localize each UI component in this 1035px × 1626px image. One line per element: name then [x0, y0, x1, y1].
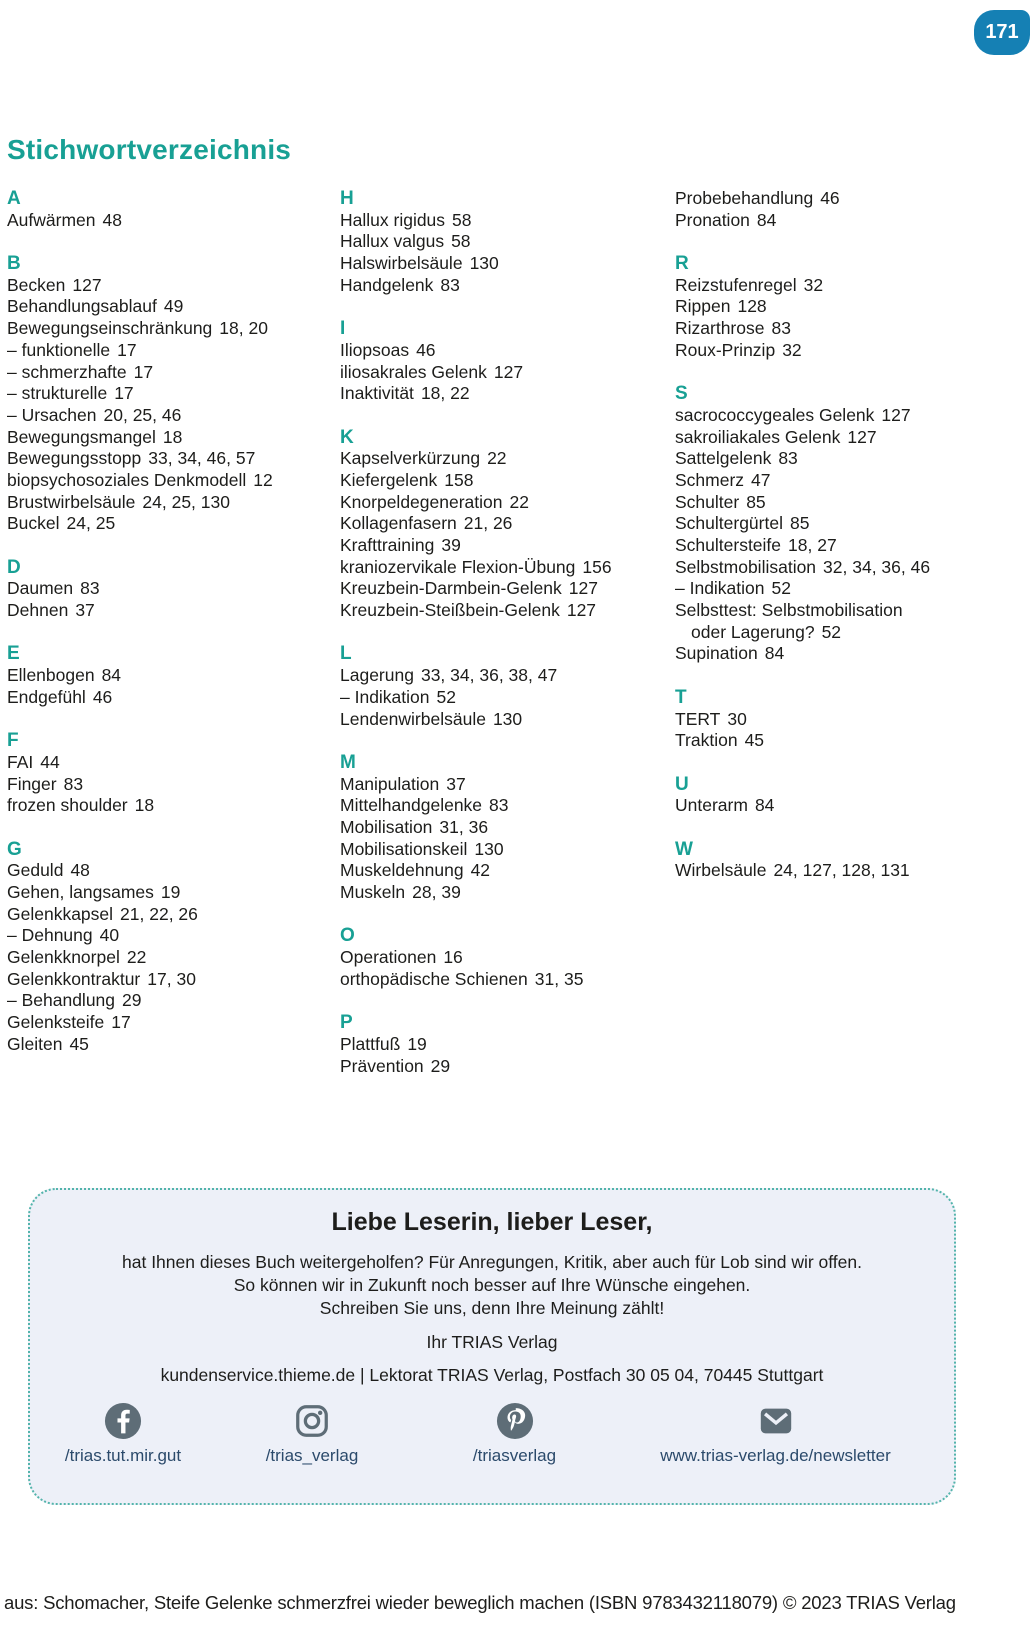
index-entry-pages: 32 — [782, 339, 802, 360]
index-entry — [340, 839, 672, 861]
index-entry — [7, 578, 339, 600]
index-entry — [7, 275, 339, 297]
index-entry-term: Kollagenfasern — [340, 513, 457, 534]
index-entry — [675, 275, 1007, 297]
panel-body-line: hat Ihnen dieses Buch weitergeholfen? Für Anregungen, Kritik, aber auch für Lob sind wir offen. — [122, 1252, 862, 1272]
social-handle[interactable]: /triasverlag — [472, 1446, 557, 1465]
index-entry-term: Roux-Prinzip — [675, 339, 776, 360]
index-letter-heading: K — [340, 426, 354, 448]
index-entry — [340, 557, 672, 579]
index-entry-term: Lendenwirbelsäule — [340, 708, 486, 729]
index-entry — [7, 665, 339, 687]
pinterest-icon — [496, 1402, 534, 1440]
index-entry-term: Halswirbelsäule — [340, 253, 463, 274]
index-entry-pages: 37 — [446, 773, 466, 794]
index-entry-pages: 46 — [820, 188, 840, 208]
index-entry-term: Hallux valgus — [340, 231, 445, 252]
index-letter-heading: H — [340, 188, 354, 209]
index-entry-term: oder Lagerung? — [691, 621, 815, 642]
index-entry — [7, 340, 339, 362]
index-entry — [7, 318, 339, 340]
index-entry-term: – Dehnung — [7, 925, 93, 946]
index-letter-heading: M — [340, 751, 356, 773]
index-entry-term: Operationen — [340, 947, 437, 968]
index-section-gap — [340, 904, 672, 926]
index-entry — [7, 383, 339, 405]
index-entry-term: Manipulation — [340, 773, 440, 794]
index-entry — [340, 947, 672, 969]
index-entry-pages: 22 — [487, 448, 507, 469]
index-entry-pages: 17 — [111, 1012, 131, 1033]
index-letter-heading: D — [7, 556, 21, 578]
index-entry — [340, 383, 672, 405]
index-entry-pages: 49 — [163, 296, 184, 317]
index-section-gap — [340, 405, 672, 427]
index-entry-term: Schultersteife — [675, 535, 782, 555]
index-entry-term: Kapselverkürzung — [340, 448, 481, 469]
index-entry — [7, 492, 339, 514]
index-entry-term: Mobilisationskeil — [340, 838, 468, 859]
index-entry-pages: 127 — [568, 578, 598, 599]
index-entry-pages: 31, 36 — [439, 816, 489, 837]
index-column-1 — [7, 188, 339, 1056]
index-entry — [675, 578, 1007, 600]
index-entry — [340, 795, 672, 817]
index-entry-pages: 85 — [746, 491, 766, 512]
index-section-gap — [675, 817, 1007, 839]
index-entry-term: Kreuzbein-Steißbein-Gelenk — [340, 600, 560, 621]
index-entry-pages: 17, 30 — [147, 968, 196, 989]
index-entry-pages: 127 — [847, 426, 877, 447]
index-entry-term: Finger — [7, 773, 57, 794]
index-entry — [7, 513, 339, 535]
panel-title: Liebe Leserin, lieber Leser, — [331, 1208, 653, 1236]
index-entry-pages: 130 — [492, 708, 523, 729]
index-entry — [675, 730, 1007, 752]
index-entry-pages: 127 — [566, 600, 597, 621]
index-entry-term: TERT — [675, 708, 721, 729]
index-entry — [7, 687, 339, 709]
index-entry-pages: 83 — [63, 773, 84, 794]
index-entry-pages: 32 — [803, 274, 824, 295]
index-entry — [675, 860, 1007, 882]
index-section-gap — [7, 709, 339, 731]
page-number-badge: 171 — [974, 10, 1030, 55]
index-entry — [340, 665, 672, 687]
index-entry — [675, 557, 1007, 579]
index-entry — [675, 210, 1007, 232]
index-entry-term: Becken — [7, 274, 66, 295]
index-entry — [7, 904, 339, 926]
index-entry — [675, 427, 1007, 449]
index-entry-term: Endgefühl — [7, 686, 86, 707]
index-entry — [340, 882, 672, 904]
social-handle[interactable]: www.trias-verlag.de/newsletter — [660, 1446, 891, 1465]
index-entry-pages: 83 — [778, 448, 798, 469]
index-entry — [340, 687, 672, 709]
social-handle[interactable]: /trias.tut.mir.gut — [64, 1446, 182, 1465]
index-entry-pages: 46 — [92, 686, 113, 707]
index-entry — [340, 578, 672, 600]
index-entry-term: Schultergürtel — [675, 513, 783, 534]
social-item — [420, 1402, 609, 1466]
index-entry — [7, 969, 339, 991]
index-entry-term: frozen shoulder — [7, 795, 128, 816]
index-entry-term: sakroiliakales Gelenk — [675, 426, 841, 447]
index-entry-term: Muskeldehnung — [340, 860, 464, 881]
index-entry-pages: 19 — [160, 882, 181, 902]
index-entry — [7, 1012, 339, 1034]
index-entry-term: – Indikation — [675, 578, 765, 599]
index-entry-term: Mittelhandgelenke — [340, 795, 483, 816]
index-entry-term: Knorpeldegeneration — [340, 491, 503, 512]
index-entry-pages: 17 — [114, 383, 134, 404]
index-entry-pages: 21, 26 — [463, 513, 513, 534]
index-entry-pages: 130 — [474, 838, 504, 859]
social-handle[interactable]: /trias_verlag — [265, 1446, 359, 1465]
index-entry-term: Behandlungsablauf — [7, 296, 157, 317]
index-entry-pages: 21, 22, 26 — [120, 903, 198, 924]
index-entry-pages: 16 — [443, 947, 463, 968]
index-entry — [340, 1056, 672, 1078]
index-entry — [675, 622, 1007, 644]
index-entry-pages: 28, 39 — [412, 882, 461, 902]
index-entry-term: Ellenbogen — [7, 665, 95, 686]
index-column-2 — [340, 188, 672, 1077]
index-entry-pages: 84 — [754, 795, 775, 816]
index-entry — [675, 318, 1007, 340]
index-entry-pages: 18 — [162, 426, 183, 447]
index-entry — [7, 882, 339, 904]
index-entry — [7, 925, 339, 947]
index-entry — [7, 362, 339, 384]
index-letter-heading: U — [675, 773, 689, 795]
index-entry-pages: 45 — [69, 1033, 89, 1054]
index-entry-pages: 18, 22 — [420, 383, 470, 404]
index-entry — [340, 1034, 672, 1056]
index-entry-pages: 156 — [582, 556, 612, 577]
index-letter-heading: E — [7, 643, 20, 665]
index-entry-term: Lagerung — [340, 665, 414, 686]
index-entry-pages: 84 — [764, 643, 785, 664]
index-entry-pages: 52 — [771, 578, 791, 599]
index-entry-term: Bewegungsmangel — [7, 426, 156, 447]
index-section-gap — [675, 231, 1007, 253]
index-entry-pages: 128 — [737, 296, 767, 317]
index-entry-term: Muskeln — [340, 882, 406, 902]
index-entry — [340, 817, 672, 839]
index-entry-pages: 127 — [72, 274, 102, 295]
index-entry — [675, 448, 1007, 470]
index-entry-pages: 30 — [727, 708, 747, 729]
index-entry-term: Kreuzbein-Darmbein-Gelenk — [340, 578, 562, 599]
index-entry-pages: 48 — [102, 209, 122, 230]
index-entry-pages: 85 — [789, 513, 810, 534]
index-entry-term: Plattfuß — [340, 1033, 401, 1054]
index-entry — [340, 210, 672, 232]
index-entry-pages: 19 — [407, 1033, 427, 1054]
instagram-icon — [293, 1402, 331, 1440]
index-entry-pages: 52 — [821, 621, 842, 642]
index-entry — [675, 600, 1007, 622]
index-entry — [675, 470, 1007, 492]
index-section-gap — [340, 296, 672, 318]
index-entry — [675, 643, 1007, 665]
index-entry-term: FAI — [7, 751, 34, 772]
index-entry-term: Schmerz — [675, 469, 745, 490]
index-section-gap — [675, 362, 1007, 384]
index-entry — [675, 492, 1007, 514]
index-entry-pages: 52 — [436, 686, 456, 707]
index-entry-term: Gelenkkapsel — [7, 903, 114, 924]
index-entry-pages: 58 — [452, 209, 472, 230]
index-entry-term: Prävention — [340, 1055, 424, 1076]
index-entry-term: Hallux rigidus — [340, 209, 446, 230]
index-entry-pages: 58 — [451, 231, 471, 252]
index-entry — [340, 774, 672, 796]
index-entry — [340, 253, 672, 275]
index-entry-pages: 39 — [441, 535, 461, 555]
index-entry — [675, 188, 1007, 210]
index-entry-term: Probebehandlung — [675, 188, 814, 208]
index-entry-pages: 84 — [101, 665, 122, 686]
index-entry-pages: 40 — [99, 925, 120, 946]
index-letter-heading: R — [675, 253, 689, 275]
index-entry-term: Gelenksteife — [7, 1012, 105, 1033]
index-entry — [675, 795, 1007, 817]
index-entry-pages: 84 — [756, 209, 777, 230]
index-entry-term: Gleiten — [7, 1033, 63, 1054]
index-letter-heading: G — [7, 838, 22, 860]
index-entry — [340, 275, 672, 297]
index-entry-term: – Indikation — [340, 686, 430, 707]
reader-letter-panel — [28, 1188, 956, 1505]
facebook-icon — [104, 1402, 142, 1440]
index-entry — [340, 513, 672, 535]
index-entry-term: Geduld — [7, 860, 64, 881]
index-entry-pages: 18 — [134, 795, 155, 816]
social-item — [42, 1402, 204, 1466]
index-letter-heading: P — [340, 1012, 353, 1034]
index-entry — [675, 513, 1007, 535]
index-section-gap — [340, 730, 672, 752]
index-entry-pages: 158 — [444, 469, 474, 490]
index-letter-heading: I — [340, 318, 346, 340]
panel-signature: Ihr TRIAS Verlag — [426, 1332, 558, 1352]
index-entry — [7, 947, 339, 969]
index-entry-term: Daumen — [7, 578, 74, 599]
index-entry-pages: 29 — [122, 990, 142, 1011]
index-entry-term: Rizarthrose — [675, 318, 765, 339]
index-column-3 — [675, 188, 1007, 882]
index-entry-term: Traktion — [675, 730, 738, 751]
index-letter-heading: W — [675, 838, 693, 860]
index-entry-term: Gehen, langsames — [7, 882, 154, 902]
index-entry-pages: 47 — [751, 469, 771, 490]
index-letter-heading: F — [7, 730, 19, 752]
index-entry-pages: 83 — [80, 578, 100, 599]
index-entry — [7, 752, 339, 774]
index-entry-pages: 22 — [126, 947, 147, 968]
index-entry-term: Supination — [675, 643, 758, 664]
index-entry — [7, 448, 339, 470]
index-entry — [340, 340, 672, 362]
social-row — [30, 1402, 954, 1466]
index-entry — [7, 470, 339, 492]
index-entry-term: iliosakrales Gelenk — [340, 361, 487, 382]
email-icon — [757, 1402, 795, 1440]
index-entry-term: Iliopsoas — [340, 339, 410, 360]
index-entry — [675, 535, 1007, 557]
index-entry-pages: 127 — [881, 404, 911, 425]
index-entry-term: Reizstufenregel — [675, 274, 797, 295]
index-entry — [340, 231, 672, 253]
index-entry-term: – strukturelle — [7, 383, 108, 404]
index-entry-pages: 42 — [470, 860, 491, 881]
index-section-gap — [7, 817, 339, 839]
index-entry-term: – Ursachen — [7, 404, 97, 425]
index-entry-pages: 12 — [253, 469, 273, 490]
index-section-gap — [7, 622, 339, 644]
index-entry — [7, 795, 339, 817]
index-entry-term: Pronation — [675, 209, 750, 230]
index-entry — [675, 296, 1007, 318]
index-entry-term: Dehnen — [7, 600, 69, 621]
index-section-gap — [340, 622, 672, 644]
index-entry — [340, 470, 672, 492]
index-entry-pages: 24, 25 — [66, 513, 116, 534]
index-entry — [340, 448, 672, 470]
index-entry-term: Unterarm — [675, 795, 748, 816]
index-entry — [7, 990, 339, 1012]
index-entry-term: sacrococcygeales Gelenk — [675, 404, 875, 425]
footer-credit-line: aus: Schomacher, Steife Gelenke schmerzfrei wieder beweglich machen (ISBN 9783432118079) © 2023 TRIAS Verlag — [4, 1592, 956, 1613]
index-entry-pages: 17 — [117, 339, 137, 360]
index-entry — [340, 492, 672, 514]
index-entry-pages: 33, 34, 36, 38, 47 — [420, 665, 558, 686]
index-entry — [7, 600, 339, 622]
index-entry-term: Wirbelsäule — [675, 860, 767, 881]
index-entry — [340, 969, 672, 991]
index-entry-term: Selbstmobilisation — [675, 556, 817, 577]
index-entry-term: Handgelenk — [340, 274, 434, 295]
index-entry-pages: 33, 34, 46, 57 — [148, 448, 256, 469]
index-entry-pages: 127 — [493, 361, 524, 382]
index-letter-heading: S — [675, 383, 688, 405]
index-entry-pages: 31, 35 — [534, 968, 584, 989]
index-entry-term: Krafttraining — [340, 535, 435, 555]
index-entry-term: orthopädische Schienen — [340, 968, 528, 989]
index-entry-pages: 17 — [133, 361, 154, 382]
index-entry-term: Selbsttest: Selbstmobilisation — [675, 600, 903, 621]
index-entry — [675, 709, 1007, 731]
index-entry-pages: 32, 34, 36, 46 — [823, 556, 931, 577]
index-entry — [7, 427, 339, 449]
panel-body — [30, 1251, 954, 1320]
index-entry-term: Inaktivität — [340, 383, 414, 404]
index-letter-heading: B — [7, 253, 21, 275]
index-entry — [7, 296, 339, 318]
index-entry-term: Brustwirbelsäule — [7, 491, 136, 512]
index-entry-pages: 22 — [509, 491, 529, 512]
index-entry-term: Buckel — [7, 513, 60, 534]
index-entry-pages: 18, 27 — [788, 535, 837, 555]
index-entry-term: biopsychosoziales Denkmodell — [7, 469, 247, 490]
index-entry-term: Kiefergelenk — [340, 469, 438, 490]
social-item — [609, 1402, 942, 1466]
index-entry-pages: 37 — [75, 600, 95, 621]
index-entry — [675, 405, 1007, 427]
index-entry-term: Bewegungseinschränkung — [7, 318, 213, 339]
index-entry — [7, 1034, 339, 1056]
panel-body-line: Schreiben Sie uns, denn Ihre Meinung zählt! — [319, 1298, 665, 1318]
index-entry-term: kraniozervikale Flexion-Übung — [340, 556, 576, 577]
social-item — [204, 1402, 420, 1466]
index-section-gap — [675, 752, 1007, 774]
panel-contact: kundenservice.thieme.de | Lektorat TRIAS Verlag, Postfach 30 05 04, 70445 Stuttgart — [160, 1365, 824, 1385]
index-entry-pages: 83 — [489, 795, 509, 816]
index-entry — [675, 340, 1007, 362]
index-entry-pages: 46 — [416, 339, 436, 360]
index-entry-pages: 24, 127, 128, 131 — [773, 860, 910, 881]
index-entry-term: Mobilisation — [340, 816, 433, 837]
index-entry — [340, 535, 672, 557]
index-entry-pages: 18, 20 — [219, 318, 268, 339]
index-section-gap — [7, 231, 339, 253]
index-entry — [7, 210, 339, 232]
page-title: Stichwortverzeichnis — [7, 134, 292, 165]
index-entry-pages: 44 — [40, 751, 60, 772]
index-entry-pages: 130 — [469, 253, 499, 274]
index-entry — [340, 600, 672, 622]
panel-body-line: So können wir in Zukunft noch besser auf Ihre Wünsche eingehen. — [233, 1275, 751, 1295]
index-entry — [7, 774, 339, 796]
index-entry-term: Gelenkkontraktur — [7, 968, 141, 989]
index-entry-pages: 45 — [744, 730, 765, 751]
index-entry — [7, 860, 339, 882]
index-entry-pages: 20, 25, 46 — [103, 404, 182, 425]
index-entry-term: Gelenkknorpel — [7, 947, 120, 968]
index-entry-pages: 83 — [771, 318, 791, 339]
index-entry-pages: 29 — [430, 1055, 451, 1076]
index-entry-term: Sattelgelenk — [675, 448, 772, 469]
index-entry-term: Rippen — [675, 296, 731, 317]
index-letter-heading: T — [675, 686, 687, 708]
index-entry-pages: 83 — [440, 274, 460, 295]
index-section-gap — [340, 990, 672, 1012]
index-section-gap — [675, 665, 1007, 687]
index-entry-term: – Behandlung — [7, 990, 116, 1011]
index-entry-term: – funktionelle — [7, 339, 111, 360]
index-entry — [340, 709, 672, 731]
index-entry-pages: 48 — [70, 860, 90, 881]
index-entry — [340, 362, 672, 384]
index-letter-heading: A — [7, 188, 21, 209]
index-entry — [340, 860, 672, 882]
index-entry-term: – schmerzhafte — [7, 361, 127, 382]
index-entry-pages: 24, 25, 130 — [142, 491, 230, 512]
index-entry-term: Bewegungsstopp — [7, 448, 142, 469]
index-letter-heading: O — [340, 925, 355, 947]
index-entry-term: Schulter — [675, 491, 740, 512]
index-entry — [7, 405, 339, 427]
index-section-gap — [7, 535, 339, 557]
index-letter-heading: L — [340, 643, 352, 665]
index-entry-term: Aufwärmen — [7, 209, 96, 230]
